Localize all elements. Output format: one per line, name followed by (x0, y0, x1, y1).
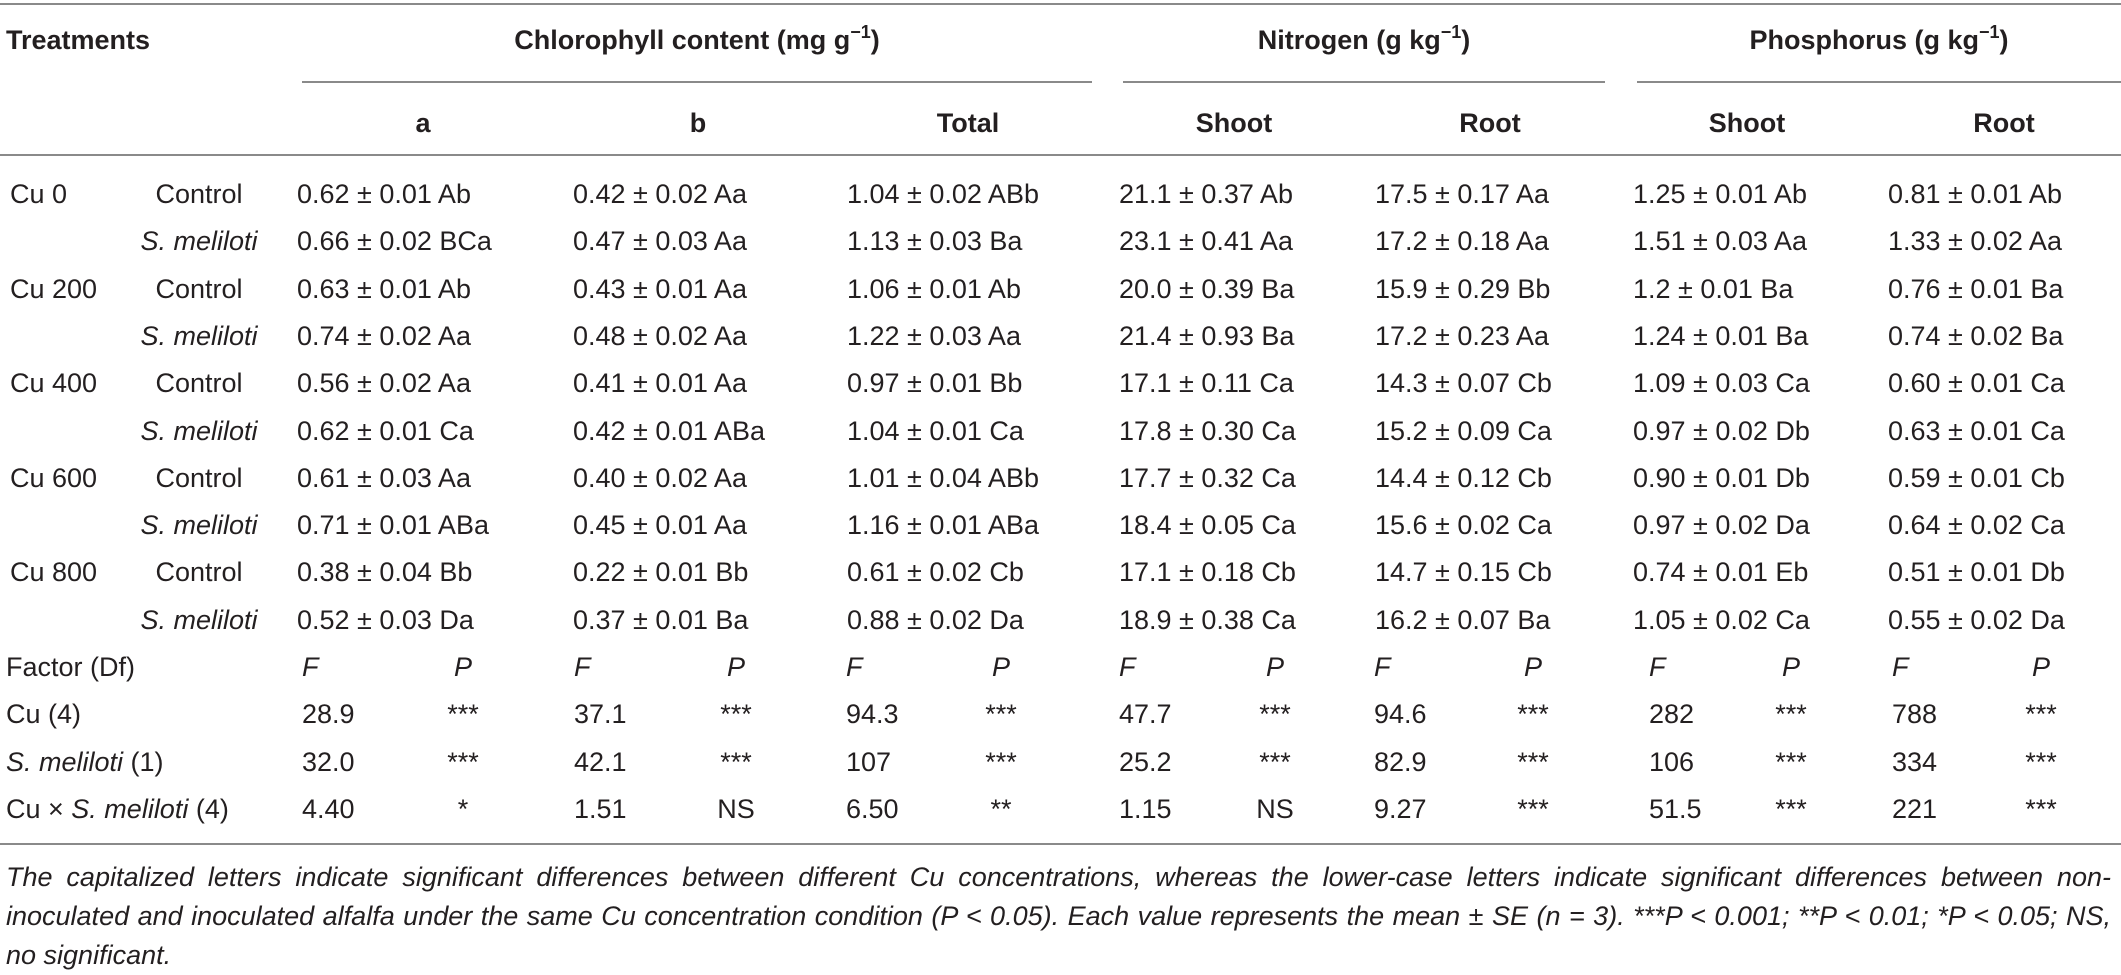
phosphorus-header-label: Phosphorus (g kg (1749, 25, 1979, 55)
anova-p-value: *** (1517, 747, 1549, 777)
row-cu-label: Cu 800 (10, 557, 98, 587)
value-cell: 14.7 ± 0.15 Cb (1375, 557, 1552, 587)
row-treatment-control: Control (155, 274, 243, 304)
value-cell: 0.55 ± 0.02 Da (1888, 605, 2065, 635)
value-cell: 0.52 ± 0.03 Da (297, 605, 474, 635)
anova-p-value: * (457, 794, 469, 824)
anova-p-value: ** (990, 794, 1012, 824)
value-cell: 1.05 ± 0.02 Ca (1633, 605, 1810, 635)
p-label: P (726, 652, 745, 682)
value-cell: 23.1 ± 0.41 Aa (1119, 226, 1293, 256)
value-cell: 0.74 ± 0.02 Ba (1888, 321, 2064, 351)
chlorophyll-header (302, 24, 1092, 56)
factor-species: S. meliloti (6, 747, 124, 777)
value-cell: 1.06 ± 0.01 Ab (847, 274, 1021, 304)
value-cell: 0.47 ± 0.03 Aa (573, 226, 747, 256)
value-cell: 0.37 ± 0.01 Ba (573, 605, 749, 635)
f-label: F (1892, 652, 1909, 682)
factor-df: (1) (123, 747, 164, 777)
f-label: F (574, 652, 591, 682)
anova-p-value: *** (1259, 699, 1291, 729)
anova-f-value: 94.6 (1374, 699, 1427, 729)
nitrogen-span-rule (1123, 81, 1605, 83)
value-cell: 0.41 ± 0.01 Aa (573, 368, 747, 398)
f-label: F (846, 652, 863, 682)
value-cell: 1.16 ± 0.01 ABa (847, 510, 1039, 540)
value-cell: 0.42 ± 0.01 ABa (573, 416, 765, 446)
subheader-n-root: Root (1459, 108, 1521, 138)
row-treatment-control: Control (155, 557, 243, 587)
anova-f-value: 42.1 (574, 747, 627, 777)
anova-f-value: 32.0 (302, 747, 355, 777)
value-cell: 0.43 ± 0.01 Aa (573, 274, 747, 304)
value-cell: 17.1 ± 0.18 Cb (1119, 557, 1296, 587)
row-cu-label: Cu 0 (10, 179, 68, 209)
subheader-a: a (415, 108, 431, 138)
row-treatment-control: Control (155, 179, 243, 209)
value-cell: 0.71 ± 0.01 ABa (297, 510, 489, 540)
row-treatment-inoculated: S. meliloti (140, 226, 258, 256)
phosphorus-header (1637, 24, 2121, 56)
anova-f-value: 334 (1892, 747, 1938, 777)
value-cell: 0.74 ± 0.01 Eb (1633, 557, 1809, 587)
value-cell: 17.5 ± 0.17 Aa (1375, 179, 1549, 209)
value-cell: 15.9 ± 0.29 Bb (1375, 274, 1551, 304)
anova-p-value: *** (1517, 794, 1549, 824)
value-cell: 14.4 ± 0.12 Cb (1375, 463, 1552, 493)
value-cell: 1.09 ± 0.03 Ca (1633, 368, 1810, 398)
value-cell: 1.13 ± 0.03 Ba (847, 226, 1023, 256)
value-cell: 17.7 ± 0.32 Ca (1119, 463, 1296, 493)
anova-f-value: 25.2 (1119, 747, 1172, 777)
f-label: F (1649, 652, 1666, 682)
value-cell: 0.97 ± 0.02 Da (1633, 510, 1810, 540)
value-cell: 0.61 ± 0.03 Aa (297, 463, 471, 493)
value-cell: 0.59 ± 0.01 Cb (1888, 463, 2065, 493)
f-label: F (1119, 652, 1136, 682)
treatments-header: Treatments (6, 25, 151, 55)
anova-p-value: *** (985, 747, 1017, 777)
anova-f-value: 9.27 (1374, 794, 1427, 824)
bottom-rule (0, 843, 2121, 845)
value-cell: 0.62 ± 0.01 Ab (297, 179, 471, 209)
anova-f-value: 1.15 (1119, 794, 1172, 824)
phosphorus-header-sup: −1 (1978, 22, 2000, 42)
value-cell: 1.33 ± 0.02 Aa (1888, 226, 2062, 256)
anova-f-value: 37.1 (574, 699, 627, 729)
subheader-b: b (689, 108, 707, 138)
value-cell: 0.48 ± 0.02 Aa (573, 321, 747, 351)
anova-f-value: 51.5 (1649, 794, 1702, 824)
value-cell: 1.01 ± 0.04 ABb (847, 463, 1039, 493)
header-bottom-rule (0, 154, 2121, 156)
nitrogen-header-close: ) (1461, 25, 1471, 55)
factor-species: S. meliloti (71, 794, 189, 824)
anova-f-value: 4.40 (302, 794, 355, 824)
anova-p-value: *** (2025, 699, 2057, 729)
factor-pre: Cu × (6, 794, 72, 824)
value-cell: 1.24 ± 0.01 Ba (1633, 321, 1809, 351)
row-cu-label: Cu 600 (10, 463, 98, 493)
p-label: P (1265, 652, 1284, 682)
phosphorus-span-rule (1637, 81, 2121, 83)
anova-f-value: 788 (1892, 699, 1938, 729)
anova-f-value: 1.51 (574, 794, 627, 824)
subheader-n-shoot: Shoot (1195, 108, 1273, 138)
value-cell: 1.22 ± 0.03 Aa (847, 321, 1021, 351)
nitrogen-header-sup: −1 (1440, 22, 1462, 42)
anova-f-value: 106 (1649, 747, 1695, 777)
anova-f-value: 107 (846, 747, 892, 777)
p-label: P (1781, 652, 1800, 682)
row-treatment-inoculated: S. meliloti (140, 605, 258, 635)
value-cell: 0.74 ± 0.02 Aa (297, 321, 471, 351)
value-cell: 18.9 ± 0.38 Ca (1119, 605, 1296, 635)
p-label: P (1523, 652, 1542, 682)
value-cell: 16.2 ± 0.07 Ba (1375, 605, 1551, 635)
value-cell: 0.88 ± 0.02 Da (847, 605, 1024, 635)
chlorophyll-span-rule (302, 81, 1092, 83)
phosphorus-header-close: ) (1999, 25, 2009, 55)
value-cell: 0.81 ± 0.01 Ab (1888, 179, 2062, 209)
value-cell: 0.66 ± 0.02 BCa (297, 226, 492, 256)
value-cell: 21.1 ± 0.37 Ab (1119, 179, 1293, 209)
row-treatment-inoculated: S. meliloti (140, 321, 258, 351)
anova-p-value: *** (720, 699, 752, 729)
nitrogen-header (1123, 24, 1605, 56)
anova-factor (6, 698, 81, 730)
anova-p-value: *** (1517, 699, 1549, 729)
subheader-p-root: Root (1973, 108, 2035, 138)
value-cell: 0.56 ± 0.02 Aa (297, 368, 471, 398)
value-cell: 17.2 ± 0.23 Aa (1375, 321, 1549, 351)
value-cell: 0.76 ± 0.01 Ba (1888, 274, 2064, 304)
value-cell: 0.97 ± 0.01 Bb (847, 368, 1023, 398)
anova-f-value: 94.3 (846, 699, 899, 729)
anova-f-value: 28.9 (302, 699, 355, 729)
p-label: P (2031, 652, 2050, 682)
anova-p-value: *** (1259, 747, 1291, 777)
anova-p-value: *** (1775, 747, 1807, 777)
anova-p-value: NS (717, 794, 755, 824)
value-cell: 1.25 ± 0.01 Ab (1633, 179, 1807, 209)
value-cell: 0.63 ± 0.01 Ab (297, 274, 471, 304)
chlorophyll-header-close: ) (870, 25, 880, 55)
row-cu-label: Cu 400 (10, 368, 98, 398)
nitrogen-header-label: Nitrogen (g kg (1257, 25, 1441, 55)
anova-p-value: *** (2025, 747, 2057, 777)
anova-p-value: *** (720, 747, 752, 777)
value-cell: 0.45 ± 0.01 Aa (573, 510, 747, 540)
anova-p-value: NS (1256, 794, 1294, 824)
value-cell: 17.2 ± 0.18 Aa (1375, 226, 1549, 256)
factor-name: Cu (4) (6, 699, 82, 729)
anova-f-value: 6.50 (846, 794, 899, 824)
value-cell: 0.90 ± 0.01 Db (1633, 463, 1810, 493)
value-cell: 18.4 ± 0.05 Ca (1119, 510, 1296, 540)
value-cell: 0.64 ± 0.02 Ca (1888, 510, 2065, 540)
anova-factor (6, 746, 164, 778)
value-cell: 0.61 ± 0.02 Cb (847, 557, 1024, 587)
value-cell: 0.40 ± 0.02 Aa (573, 463, 747, 493)
value-cell: 15.2 ± 0.09 Ca (1375, 416, 1552, 446)
factor-post: (4) (188, 794, 229, 824)
anova-p-value: *** (985, 699, 1017, 729)
anova-p-value: *** (1775, 794, 1807, 824)
value-cell: 17.1 ± 0.11 Ca (1119, 368, 1294, 398)
value-cell: 1.04 ± 0.02 ABb (847, 179, 1039, 209)
row-treatment-inoculated: S. meliloti (140, 416, 258, 446)
value-cell: 0.22 ± 0.01 Bb (573, 557, 749, 587)
chlorophyll-header-sup: −1 (850, 22, 871, 42)
subheader-total: Total (936, 108, 1000, 138)
value-cell: 15.6 ± 0.02 Ca (1375, 510, 1552, 540)
f-label: F (302, 652, 319, 682)
top-rule (0, 3, 2121, 5)
value-cell: 1.04 ± 0.01 Ca (847, 416, 1024, 446)
anova-factor (6, 793, 229, 825)
row-treatment-inoculated: S. meliloti (140, 510, 258, 540)
p-label: P (991, 652, 1010, 682)
value-cell: 0.51 ± 0.01 Db (1888, 557, 2065, 587)
row-treatment-control: Control (155, 368, 243, 398)
anova-f-value: 82.9 (1374, 747, 1427, 777)
value-cell: 17.8 ± 0.30 Ca (1119, 416, 1296, 446)
row-treatment-control: Control (155, 463, 243, 493)
value-cell: 20.0 ± 0.39 Ba (1119, 274, 1295, 304)
factor-header: Factor (Df) (6, 652, 136, 682)
subheader-p-shoot: Shoot (1708, 108, 1786, 138)
value-cell: 14.3 ± 0.07 Cb (1375, 368, 1552, 398)
anova-p-value: *** (447, 747, 479, 777)
f-label: F (1374, 652, 1391, 682)
value-cell: 1.51 ± 0.03 Aa (1633, 226, 1807, 256)
p-label: P (453, 652, 472, 682)
value-cell: 0.38 ± 0.04 Bb (297, 557, 473, 587)
row-cu-label: Cu 200 (10, 274, 98, 304)
anova-f-value: 221 (1892, 794, 1938, 824)
anova-f-value: 47.7 (1119, 699, 1172, 729)
value-cell: 1.2 ± 0.01 Ba (1633, 274, 1794, 304)
anova-p-value: *** (447, 699, 479, 729)
value-cell: 0.60 ± 0.01 Ca (1888, 368, 2065, 398)
anova-p-value: *** (1775, 699, 1807, 729)
value-cell: 0.42 ± 0.02 Aa (573, 179, 747, 209)
value-cell: 0.62 ± 0.01 Ca (297, 416, 474, 446)
table-footnote: The capitalized letters indicate significant differences between different Cu concentrations, whereas the lower-case letters indicate significant differences between non-inoculated and inoculated alfalfa under the same Cu concentration condition (P < 0.05). Each value represents the mean ± SE (n = 3). ***P < 0.001; **P < 0.01; *P < 0.05; NS, no significant. (6, 862, 2111, 970)
anova-p-value: *** (2025, 794, 2057, 824)
value-cell: 0.63 ± 0.01 Ca (1888, 416, 2065, 446)
chlorophyll-header-label: Chlorophyll content (mg g (514, 25, 851, 55)
value-cell: 21.4 ± 0.93 Ba (1119, 321, 1295, 351)
value-cell: 0.97 ± 0.02 Db (1633, 416, 1810, 446)
anova-f-value: 282 (1649, 699, 1695, 729)
